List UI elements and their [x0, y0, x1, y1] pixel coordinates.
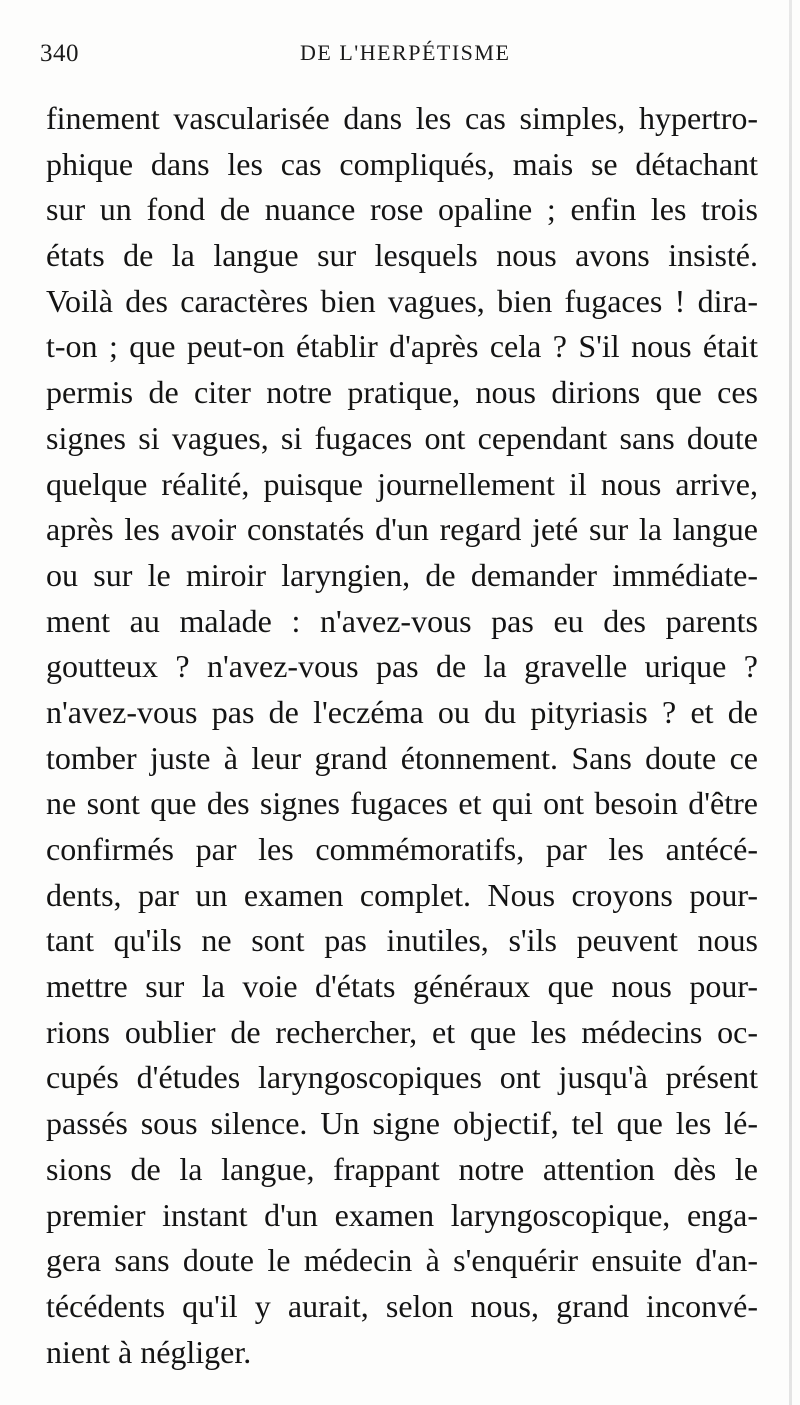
text-line: tant qu'ils ne sont pas inutiles, s'ils peuvent nous [46, 922, 758, 959]
text-line: ment au malade : n'avez-vous pas eu des parents [46, 602, 758, 639]
text-line: gera sans doute le médecin à s'enquérir ensuite d'an- [46, 1242, 758, 1279]
text-line: sions de la langue, frappant notre attention dès le [46, 1150, 758, 1187]
text-line: ne sont que des signes fugaces et qui ont besoin d'être [46, 785, 758, 822]
text-line: n'avez-vous pas de l'eczéma ou du pityriasis ? et de [46, 693, 758, 730]
text-line: t-on ; que peut-on établir d'après cela ? S'il nous était [46, 328, 758, 365]
text-line: états de la langue sur lesquels nous avons insisté. [46, 237, 758, 274]
page-header [40, 30, 760, 80]
text-line: nient à négliger. [46, 1333, 252, 1370]
page-number: 340 [40, 40, 79, 67]
text-line: finement vascularisée dans les cas simples, hypertro- [46, 100, 758, 136]
text-line: mettre sur la voie d'états généraux que nous pour- [46, 968, 758, 1005]
text-line: après les avoir constatés d'un regard jeté sur la langue [46, 511, 758, 548]
text-line: Voilà des caractères bien vagues, bien fugaces ! dira- [46, 282, 758, 319]
text-line: goutteux ? n'avez-vous pas de la gravelle urique ? [46, 648, 758, 685]
text-line: quelque réalité, puisque journellement il nous arrive, [46, 465, 758, 502]
text-line: cupés d'études laryngoscopiques ont jusqu'à présent [46, 1059, 758, 1096]
text-line: rions oublier de rechercher, et que les médecins oc- [46, 1013, 758, 1050]
text-line: técédents qu'il y aurait, selon nous, grand inconvé- [46, 1287, 758, 1324]
text-line: tomber juste à leur grand étonnement. Sans doute ce [46, 739, 758, 776]
text-line: dents, par un examen complet. Nous croyons pour- [46, 876, 758, 913]
text-line: passés sous silence. Un signe objectif, tel que les lé- [46, 1105, 758, 1142]
text-line: signes si vagues, si fugaces ont cependant sans doute [46, 419, 758, 456]
running-head: DE L'HERPÉTISME [300, 40, 511, 65]
text-line: confirmés par les commémoratifs, par les antécé- [46, 831, 758, 867]
page-edge-shadow [789, 0, 792, 1405]
text-line: sur un fond de nuance rose opaline ; enfin les trois [46, 191, 758, 228]
text-line: phique dans les cas compliqués, mais se détachant [46, 145, 758, 182]
text-line: premier instant d'un examen laryngoscopique, enga- [46, 1196, 758, 1233]
body-text [46, 96, 758, 1375]
text-line: ou sur le miroir laryngien, de demander immédiate- [46, 556, 758, 593]
text-line: permis de citer notre pratique, nous dirions que ces [46, 374, 758, 411]
